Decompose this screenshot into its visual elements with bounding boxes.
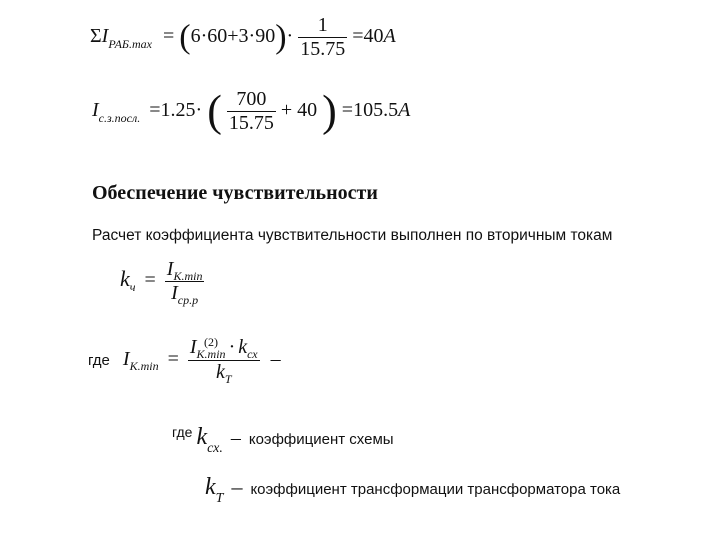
numerator-current-var: I — [189, 336, 197, 358]
result-value: 105.5 — [353, 99, 399, 122]
ratio-coef-var: k — [205, 474, 216, 500]
current-subscript: с.з.посл. — [98, 111, 141, 126]
denominator-var: I — [171, 282, 178, 304]
formula-sensitivity — [120, 258, 204, 305]
equals-sign-2: = — [341, 99, 354, 122]
current-var: I — [92, 99, 99, 122]
numerator-var: I — [166, 258, 174, 280]
definition-text: коэффициент трансформации трансформатора тока — [250, 481, 621, 498]
formula-work-current — [90, 14, 396, 61]
ratio-fraction — [227, 88, 276, 135]
multiply-dot: · — [228, 336, 236, 358]
open-paren: ( — [207, 86, 222, 136]
definition-scheme-coefficient — [172, 424, 394, 456]
result-value: 40 — [363, 25, 384, 48]
equals-sign: = — [149, 99, 161, 122]
numerator-scripts — [197, 336, 226, 360]
fraction-denominator — [165, 281, 205, 305]
description-text: Расчет коэффициента чувствительности выполнен по вторичным токам — [92, 227, 613, 244]
multiply-dot: · — [286, 25, 294, 48]
formula-min-current — [88, 335, 281, 387]
denominator-subscript: ср.р — [177, 293, 199, 307]
fraction-numerator: 1 — [317, 14, 328, 36]
dash: – — [270, 347, 281, 370]
close-paren: ) — [275, 18, 287, 56]
scheme-coef-subscript: сх — [247, 347, 258, 361]
unit-label: A — [383, 25, 396, 48]
equals-sign: = — [167, 347, 179, 370]
scheme-coef-subscript: сх. — [207, 441, 223, 456]
sensitivity-fraction — [165, 258, 205, 305]
fraction-denominator — [188, 360, 260, 387]
ratio-fraction — [298, 14, 347, 61]
where-label: где — [172, 424, 193, 440]
current-var: I — [101, 25, 109, 48]
fraction-numerator — [165, 258, 205, 281]
open-paren: ( — [179, 18, 191, 56]
definition-text: коэффициент схемы — [248, 431, 394, 448]
coefficient: 1.25· — [160, 99, 203, 122]
sensitivity-var: k — [120, 266, 130, 292]
ratio-coef-subscript: T — [215, 491, 224, 506]
numerator-superscript: (2) — [204, 335, 219, 350]
load-expression: 6·60+3·90 — [190, 25, 276, 48]
scheme-coef-var: k — [196, 424, 208, 450]
equals-sign-2: = — [352, 25, 364, 48]
definition-dash: – — [231, 474, 243, 499]
fraction-denominator: 15.75 — [300, 38, 346, 60]
numerator-subscript: K.min — [196, 347, 226, 362]
ratio-coef-subscript: T — [224, 372, 232, 387]
fraction-denominator: 15.75 — [228, 112, 274, 134]
fraction-numerator — [188, 336, 260, 360]
formula-setting-current — [92, 88, 410, 135]
current-subscript: K.min — [129, 358, 159, 373]
definition-dash: – — [230, 427, 241, 449]
section-heading: Обеспечение чувствительности — [92, 182, 378, 204]
plus-term: + 40 — [280, 99, 318, 122]
scheme-coef-var: k — [238, 336, 248, 358]
current-var: I — [122, 347, 130, 370]
sensitivity-subscript: ч — [129, 280, 136, 295]
min-current-fraction — [188, 335, 260, 387]
equals-sign: = — [163, 25, 175, 48]
unit-label: A — [398, 99, 411, 122]
ratio-coef-var: k — [215, 361, 225, 384]
equals-sign: = — [144, 269, 156, 292]
fraction-numerator: 700 — [236, 88, 267, 110]
current-subscript: РАБ.max — [108, 37, 152, 52]
definition-ratio-coefficient — [205, 474, 621, 506]
numerator-subscript: K.min — [173, 269, 203, 283]
sigma-symbol: Σ — [90, 25, 102, 48]
where-label: где — [88, 351, 110, 369]
close-paren: ) — [322, 86, 337, 136]
